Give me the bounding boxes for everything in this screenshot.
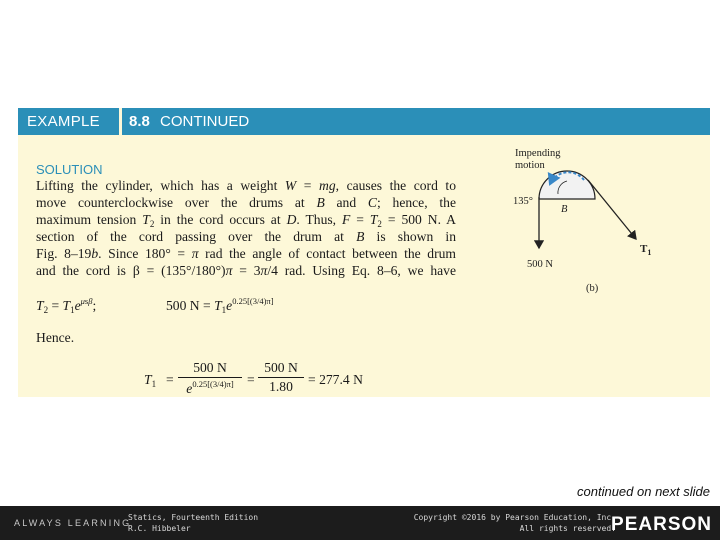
result-lhs: $T_1$: [144, 372, 157, 389]
result-value: = 277.4 N: [308, 372, 363, 387]
motion-label: motion: [515, 160, 545, 171]
fraction-numeric: $\frac{500 N}{1.80}$: [258, 360, 304, 395]
example-panel: [18, 108, 710, 397]
angle-label: 135°: [513, 196, 533, 207]
force-label: 500 N: [527, 259, 553, 270]
equation-capstan: $T_2 = T_1e^{\mu s\beta}$;: [36, 296, 97, 315]
result-eq-1: =: [166, 372, 174, 387]
solution-heading: SOLUTION: [36, 162, 103, 177]
continued-label: CONTINUED: [160, 113, 250, 130]
impending-label: Impending: [515, 148, 561, 159]
solution-line-2: move counterclockwise over the drums at B and C; hence, the: [36, 195, 456, 210]
solution-line-6: and the cord is β = (135°/180°)π = 3π/4 rad. Using Eq. 8–6, we have: [36, 263, 457, 278]
drum-figure: [18, 108, 710, 397]
continued-note: continued on next slide: [577, 484, 710, 499]
example-number: 8.8: [129, 113, 150, 130]
solution-line-5: Fig. 8–19b. Since 180° = π rad the angle of contact between the drum: [36, 246, 456, 261]
always-learning: ALWAYS LEARNING: [14, 518, 132, 528]
equation-substituted: 500 $N = T_1e^{0.25[(3/4)\pi]}$: [166, 296, 274, 315]
copyright: Copyright ©2016 by Pearson Education, Inc. All rights reserved.: [413, 513, 616, 533]
book-info: Statics, Fourteenth Edition R.C. Hibbeler: [128, 513, 259, 533]
example-label: EXAMPLE: [27, 113, 100, 130]
pearson-logo: PEARSON: [611, 514, 712, 535]
footer-bar: [0, 506, 720, 540]
figure-caption: (b): [586, 283, 599, 294]
drum-label: B: [561, 204, 568, 215]
t1-label: $T_1$: [640, 243, 652, 257]
result-eq-2: =: [247, 372, 255, 387]
drum-b: [539, 171, 595, 199]
solution-line-4: section of the cord passing over the drum at B is shown in: [36, 229, 457, 244]
fraction-exponential: $\frac{500 N}{e^{0.25[(3/4)\pi]}}$: [178, 360, 242, 397]
solution-line-1: Lifting the cylinder, which has a weight W = mg, causes the cord to: [36, 178, 456, 193]
solution-line-3: maximum tension $T_2$ in the cord occurs at D. Thus, $F = T_2 = 500$ N. A: [36, 212, 456, 229]
hence-text: Hence.: [36, 330, 75, 345]
cord-right: [588, 180, 636, 239]
